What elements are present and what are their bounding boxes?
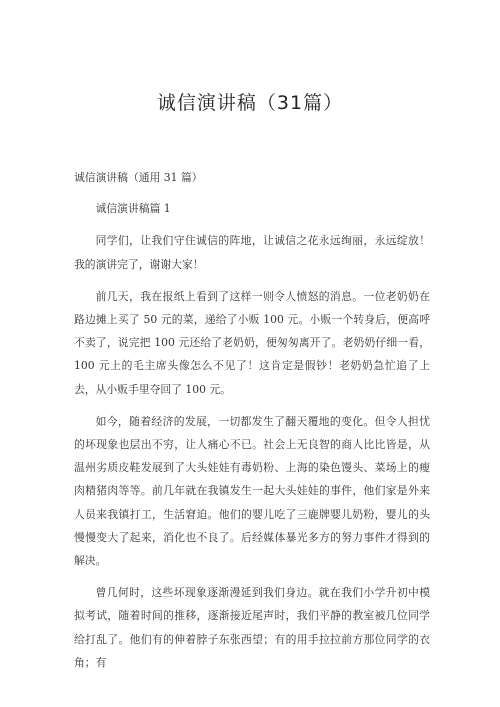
document-body [74,166,430,683]
document-title: 诚信演讲稿（31篇） [156,92,344,114]
paragraph: 曾几何时，这些坏现象逐渐漫延到我们身边。就在我们小学升初中模拟考试，随着时间的推移，逐渐接近尾声时，我们平静的教室被几位同学给打乱了。他们有的伸着脖子东张西望；有的用手拉拉前方那位同学的衣角；有 [74,586,430,669]
paragraph: 同学们，让我们守住诚信的阵地，让诚信之花永远绚丽，永远绽放！我的演讲完了，谢谢大家！ [74,234,430,271]
paragraph: 如今，随着经济的发展，一切都发生了翻天覆地的变化。但令人担忧的坏现象也层出不穷，让人痛心不已。社会上无良智的商人比比皆是，从温州劣质皮鞋发展到了大头娃娃有毒奶粉、上海的染色馒头、菜场上的瘦肉精猪肉等等。前几年就在我镇发生一起大头娃娃的事件，他们家是外来人员来我镇打工，生活窘迫。他们的婴儿吃了三鹿牌婴儿奶粉，婴儿的头慢慢变大了起来，消化也不良了。后经媒体暴光多方的努力事件才得到的解决。 [74,414,430,568]
paragraph: 前几天，我在报纸上看到了这样一则令人愤怒的消息。一位老奶奶在路边摊上买了 50 元的菜，递给了小贩 100 元。小贩一个转身后，便高呼不卖了，说完把 100 元还给了老奶奶，便匆匆离开了。老奶奶仔细一看，100 元上的毛主席头像怎么不见了！这肯定是假钞！老奶奶急忙追了上去，从小贩手里夺回了 100 元。 [74,289,430,396]
section-heading: 诚信演讲稿篇 1 [95,202,171,216]
document-subtitle: 诚信演讲稿（通用 31 篇） [74,171,203,184]
